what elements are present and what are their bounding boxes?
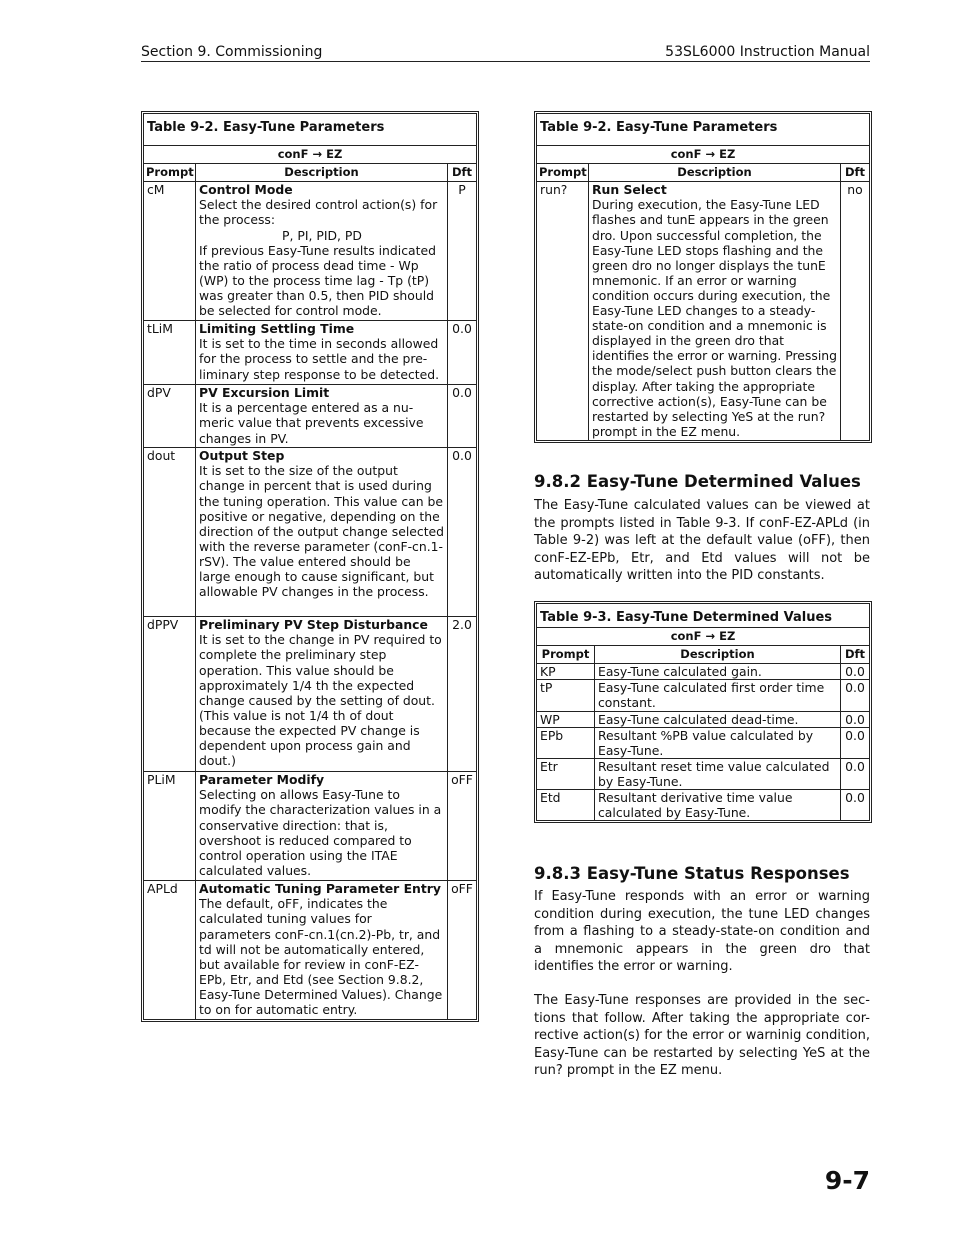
default-cell: 0.0: [841, 664, 870, 680]
column-header-prompt: Prompt: [537, 646, 595, 664]
easy-tune-parameters-table: [143, 113, 477, 1020]
table-row: [144, 881, 477, 1020]
default-cell: 0.0: [841, 758, 870, 789]
table-row: [144, 772, 477, 881]
description-cell: [196, 448, 448, 617]
table-caption: Table 9-2. Easy-Tune Parameters: [537, 114, 870, 146]
default-cell: no: [841, 182, 870, 441]
table-row: [537, 711, 870, 727]
parameter-name: Limiting Settling Time: [199, 321, 355, 337]
column-header-default: Dft: [448, 164, 477, 182]
prompt-cell: dout: [144, 448, 196, 617]
section-heading-982: 9.8.2 Easy-Tune Determined Values: [534, 472, 861, 491]
section-heading-983: 9.8.3 Easy-Tune Status Responses: [534, 864, 850, 883]
description-cell: Resultant derivative time value calculated by Easy-Tune.: [595, 790, 841, 821]
table-row: [537, 182, 870, 441]
page-number: 9-7: [824, 1166, 870, 1195]
table-row: [144, 385, 477, 448]
table-row: [144, 617, 477, 772]
table-row: [537, 727, 870, 758]
table-row: [144, 321, 477, 385]
section-983-paragraph-2: The Easy-Tune responses are provided in the sec-tions that follow. After taking the appropriate cor-rective action(s) for the error or warninig condition, Easy-Tune can be restarted by selecting YeS at the run? prompt in the EZ menu.: [534, 993, 870, 1079]
section-983-paragraph-1: If Easy-Tune responds with an error or warning condition during execution, the tune LED changes from a flashing to a steady-state-on condition and a mnemonic appears in the green dro that identifies the error or warning.: [534, 889, 870, 975]
parameter-name: Preliminary PV Step Disturbance: [199, 617, 428, 633]
prompt-cell: dPPV: [144, 617, 196, 772]
default-cell: P: [448, 182, 477, 321]
default-cell: 0.0: [841, 711, 870, 727]
section-982-paragraph: The Easy-Tune calculated values can be viewed at the prompts listed in Table 9-3. If conF-EZ-APLd (in Table 9-2) was left at the default value (oFF), then conF-EZ-EPb, Etr, and Etd values will not be automatically written into the PID constants.: [534, 498, 870, 584]
description-cell: [196, 385, 448, 448]
prompt-cell: EPb: [537, 727, 595, 758]
default-cell: oFF: [448, 772, 477, 881]
table-row: [537, 680, 870, 711]
column-header-default: Dft: [841, 646, 870, 664]
parameter-description-note: If previous Easy-Tune results indicated the ratio of process dead time - Wp (WP) to the process time lag - Tp (tP) was greater than 0.5, then PID should be selected for control mode.: [199, 242, 436, 319]
description-cell: Easy-Tune calculated dead-time.: [595, 711, 841, 727]
prompt-cell: PLiM: [144, 772, 196, 881]
prompt-cell: Etd: [537, 790, 595, 821]
prompt-cell: cM: [144, 182, 196, 321]
description-cell: [196, 772, 448, 881]
parameter-description: It is set to the size of the output change in percent that is used during the tuning operation. This value can be positive or negative, depending on the direction of the output change selected with the reverse parameter (conF-cn.1-rSV). The value entered should be large enough to cause significant, but allowable PV changes in the process.: [199, 463, 445, 600]
description-cell: [196, 617, 448, 772]
parameter-description: It is set to the change in PV required to complete the preliminary step operation. This value should be approximately 1/4 th the expected change caused by the setting of dout. (This value is not 1/4 th of dout because the expected PV change is dependent upon process gain and dout.): [199, 632, 442, 769]
running-header-manual: 53SL6000 Instruction Manual: [665, 44, 870, 60]
parameter-name: Parameter Modify: [199, 772, 325, 788]
prompt-cell: KP: [537, 664, 595, 680]
default-cell: 0.0: [448, 385, 477, 448]
table-row: [537, 758, 870, 789]
description-cell: Easy-Tune calculated gain.: [595, 664, 841, 680]
table-row: [537, 790, 870, 821]
description-cell: Resultant %PB value calculated by Easy-Tune.: [595, 727, 841, 758]
default-cell: 0.0: [841, 790, 870, 821]
parameter-description: Selecting on allows Easy-Tune to modify the characterization values in a conservative direction: that is, overshoot is reduced compared to control operation using the ITAE calculated values.: [199, 787, 442, 878]
description-cell: Easy-Tune calculated first order time constant.: [595, 680, 841, 711]
description-cell: [196, 182, 448, 321]
description-cell: [196, 881, 448, 1020]
parameter-description: During execution, the Easy-Tune LED flashes and tunE appears in the green dro. Upon successful completion, the Easy-Tune LED stops flashing and the green dro no longer displays the tunE mnemonic. If an error or warning condition occurs during execution, the Easy-Tune LED changes to a steady-state-on condition and a mnemonic is displayed in the green dro that identifies the error or warning. Pressing the mode/select push button clears the display. After taking the appropriate corrective action(s), Easy-Tune can be restarted by selecting YeS at the run? prompt in the EZ menu.: [592, 197, 837, 439]
prompt-cell: APLd: [144, 881, 196, 1020]
default-cell: oFF: [448, 881, 477, 1020]
prompt-cell: Etr: [537, 758, 595, 789]
parameter-name: PV Excursion Limit: [199, 385, 330, 401]
parameter-description: Select the desired control action(s) for the process:: [199, 197, 438, 228]
default-cell: 0.0: [448, 448, 477, 617]
column-header-default: Dft: [841, 164, 870, 182]
column-header-description: Description: [595, 646, 841, 664]
prompt-cell: run?: [537, 182, 589, 441]
running-header-section: Section 9. Commissioning: [141, 44, 323, 60]
prompt-cell: dPV: [144, 385, 196, 448]
table-row: [144, 182, 477, 321]
prompt-cell: tLiM: [144, 321, 196, 385]
control-mode-options: P, PI, PID, PD: [282, 227, 362, 243]
parameter-description: It is a percentage entered as a nu-meric value that prevents excessive changes in PV.: [199, 400, 424, 446]
header-rule: [141, 61, 870, 62]
parameter-name: Control Mode: [199, 182, 293, 198]
description-cell: Resultant reset time value calculated by Easy-Tune.: [595, 758, 841, 789]
table-caption: Table 9-3. Easy-Tune Determined Values: [537, 604, 870, 628]
easy-tune-parameters-table-continued: [536, 113, 870, 441]
parameter-name: Automatic Tuning Parameter Entry: [199, 881, 441, 897]
default-cell: 0.0: [841, 680, 870, 711]
default-cell: 0.0: [448, 321, 477, 385]
column-header-prompt: Prompt: [144, 164, 196, 182]
column-header-description: Description: [196, 164, 448, 182]
prompt-cell: WP: [537, 711, 595, 727]
default-cell: 0.0: [841, 727, 870, 758]
description-cell: [196, 321, 448, 385]
column-header-description: Description: [589, 164, 841, 182]
parameter-description: The default, oFF, indicates the calculated tuning values for parameters conF-cn.1(cn.2)-Pb, tr, and td will not be automatically entered, but available for review in conF-EZ-EPb, Etr, and Etd (see Section 9.8.2, Easy-Tune Determined Values). Change to on for automatic entry.: [199, 896, 443, 1018]
parameter-description: It is set to the time in seconds allowed for the process to settle and the pre-liminary step response to be detected.: [199, 336, 440, 382]
parameter-name: Run Select: [592, 182, 667, 198]
menu-path: conF → EZ: [537, 146, 870, 164]
parameter-name: Output Step: [199, 448, 285, 464]
table-caption: Table 9-2. Easy-Tune Parameters: [144, 114, 477, 146]
table-row: [537, 664, 870, 680]
menu-path: conF → EZ: [537, 628, 870, 646]
prompt-cell: tP: [537, 680, 595, 711]
default-cell: 2.0: [448, 617, 477, 772]
column-header-prompt: Prompt: [537, 164, 589, 182]
description-cell: [589, 182, 841, 441]
table-row: [144, 448, 477, 617]
easy-tune-determined-values-table: [536, 603, 870, 821]
menu-path: conF → EZ: [144, 146, 477, 164]
